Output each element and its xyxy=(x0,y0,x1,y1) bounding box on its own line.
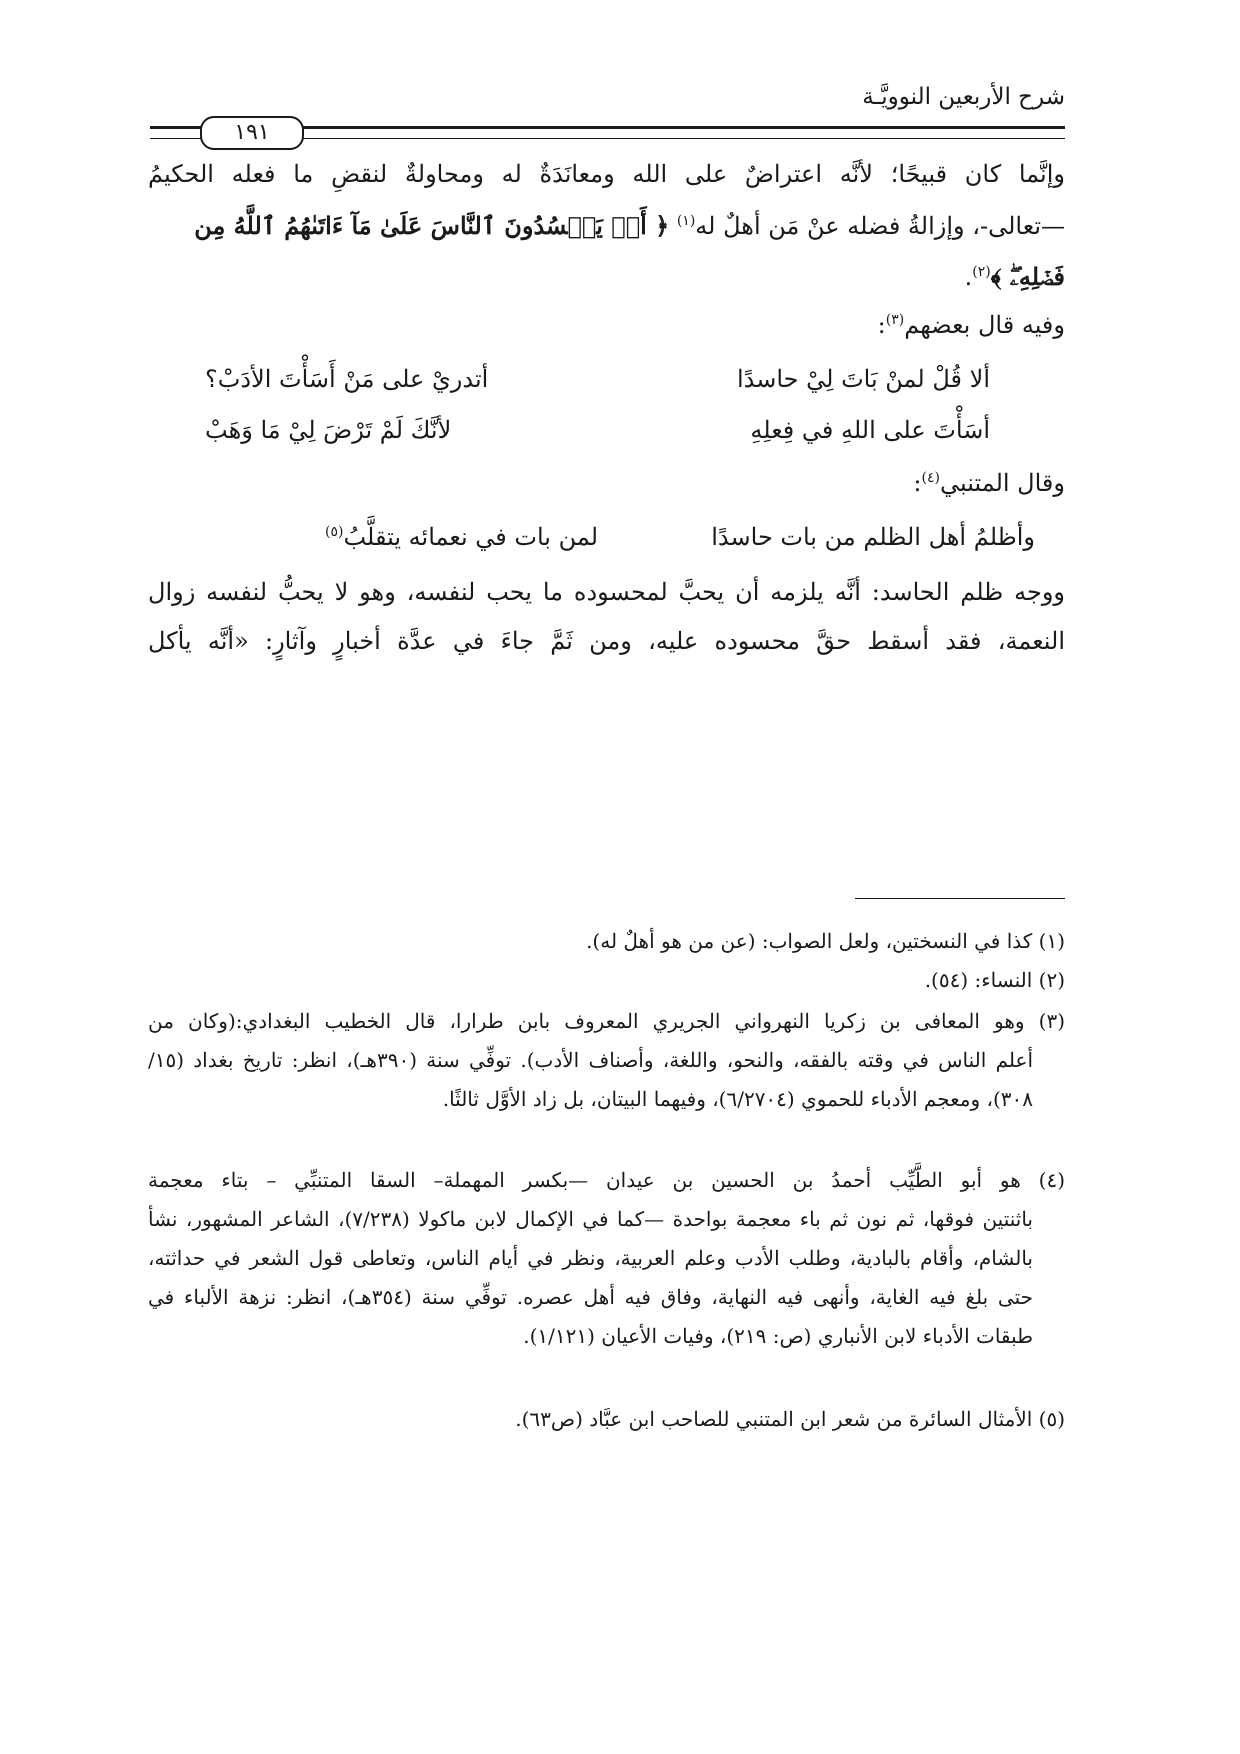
poem-intro-1 xyxy=(148,311,1065,339)
body-line-1: وإنَّما كان قبيحًا؛ لأنَّه اعتراضٌ على الله ومعانَدَةٌ له ومحاولةٌ لنقضِ ما فعله الحكيمُ xyxy=(148,160,1065,188)
footnote-ref-3: (٣) xyxy=(885,312,905,328)
footnote-4 xyxy=(148,1161,1065,1356)
verse-3-first-hemistich: وأظلمُ أهل الظلم من بات حاسدًا xyxy=(711,523,1035,551)
running-title: شرح الأربعين النوويَّـة xyxy=(862,84,1065,110)
body-line-2-text: —تعالى-، وإزالةُ فضله عنْ مَن أهلٌ له xyxy=(695,212,1065,240)
body-line-3 xyxy=(148,262,1065,291)
verse-3-second-text: لمن بات في نعمائه يتقلَّبُ xyxy=(343,523,599,551)
quran-verse-part-2: فَضۡلِهِۦۖ ﴾ xyxy=(990,262,1065,291)
poem-intro-1-text: وفيه قال بعضهم xyxy=(904,311,1065,339)
footnote-4-first-line: (٤) هو أبو الطَّيِّب أحمدُ بن الحسين بن عيدان —بكسر المهملة– السقا المتنبِّي – بتاء معجمة xyxy=(148,1168,1065,1192)
verse-2-first-hemistich: أسَأْتَ على اللهِ في فِعلِهِ xyxy=(750,416,990,444)
poem-intro-1-colon: : xyxy=(877,311,886,339)
verse-1-second-hemistich: أتدريْ على مَنْ أَسَأْتَ الأدَبْ؟ xyxy=(205,365,489,393)
footnote-separator xyxy=(855,898,1065,899)
page-number: ١٩١ xyxy=(200,116,304,150)
body-line-5: النعمة، فقد أسقط حقَّ محسوده عليه، ومن ثَمَّ جاءَ في عدَّة أخبارٍ وآثارٍ: «أنَّه يأكل xyxy=(148,627,1065,655)
poem-intro-2 xyxy=(148,469,1065,497)
poem-intro-2-text: وقال المتنبي xyxy=(939,469,1065,497)
verse-1-first-hemistich: ألا قُلْ لمنْ بَاتَ لِيْ حاسدًا xyxy=(736,365,990,393)
footnote-3-first-line: (٣) وهو المعافى بن زكريا النهرواني الجريري المعروف بابن طرارا، قال الخطيب البغدادي:(وكان من xyxy=(148,1009,1065,1033)
body-line-2 xyxy=(148,211,1065,240)
verse-3-second-hemistich xyxy=(325,523,598,551)
footnote-ref-4: (٤) xyxy=(921,470,940,486)
footnote-5: (٥) الأمثال السائرة من شعر ابن المتنبي للصاحب ابن عبَّاد (ص٦٣). xyxy=(515,1407,1065,1431)
body-line-4: ووجه ظلم الحاسد: أنَّه يلزمه أن يحبَّ لمحسوده ما يحب لنفسه، وهو لا يحبُّ لنفسه زوال xyxy=(148,578,1065,606)
poem-intro-2-colon: : xyxy=(913,469,922,497)
footnote-2: (٢) النساء: (٥٤). xyxy=(924,968,1065,992)
footnote-ref-1: (١) xyxy=(676,213,696,229)
footnote-ref-2: (٢) xyxy=(972,264,991,280)
quran-verse-part-1: ﴿ أَمۡ يَحۡسُدُونَ ٱلنَّاسَ عَلَىٰ مَآ ءَاتَىٰهُمُ ٱللَّهُ مِن xyxy=(194,211,670,240)
footnote-4-continuation: باثنتين فوقها، ثم نون ثم باء معجمة بواحدة —كما في الإكمال لابن ماكولا (٧/٢٣٨)، الشاعر المشهور، نشأ بالشام، وأقام بالبادية، وطلب الأدب وعلم العربية، ونظر في أيام الناس، وتعاطى قول الشعر في حداثته، حتى بلغ فيه الغاية، وأنهى فيه النهاية، وفاق فيه أهل عصره. توفِّي سنة (٣٥٤هـ)، انظر: نزهة الألباء في طبقات الأدباء لابن الأنباري (ص: ٢١٩)، وفيات الأعيان (١/١٢١). xyxy=(148,1207,1034,1348)
footnote-1: (١) كذا في النسختين، ولعل الصواب: (عن من هو أهلٌ له). xyxy=(586,929,1065,953)
footnote-3-continuation: أعلم الناس في وقته بالفقه، والنحو، واللغة، وأصناف الأدب). توفِّي سنة (٣٩٠هـ)، انظر: تاريخ بغداد (١٥/ ٣٠٨)، ومعجم الأدباء للحموي (٦/٢٧٠٤)، وفيهما البيتان، بل زاد الأوَّل ثالثًا. xyxy=(148,1048,1033,1111)
footnote-3 xyxy=(148,1002,1065,1119)
body-line-3-end: . xyxy=(964,263,973,291)
footnote-ref-5: (٥) xyxy=(325,524,344,540)
verse-2-second-hemistich: لأنَّكَ لَمْ تَرْضَ لِيْ مَا وَهَبْ xyxy=(205,416,452,444)
